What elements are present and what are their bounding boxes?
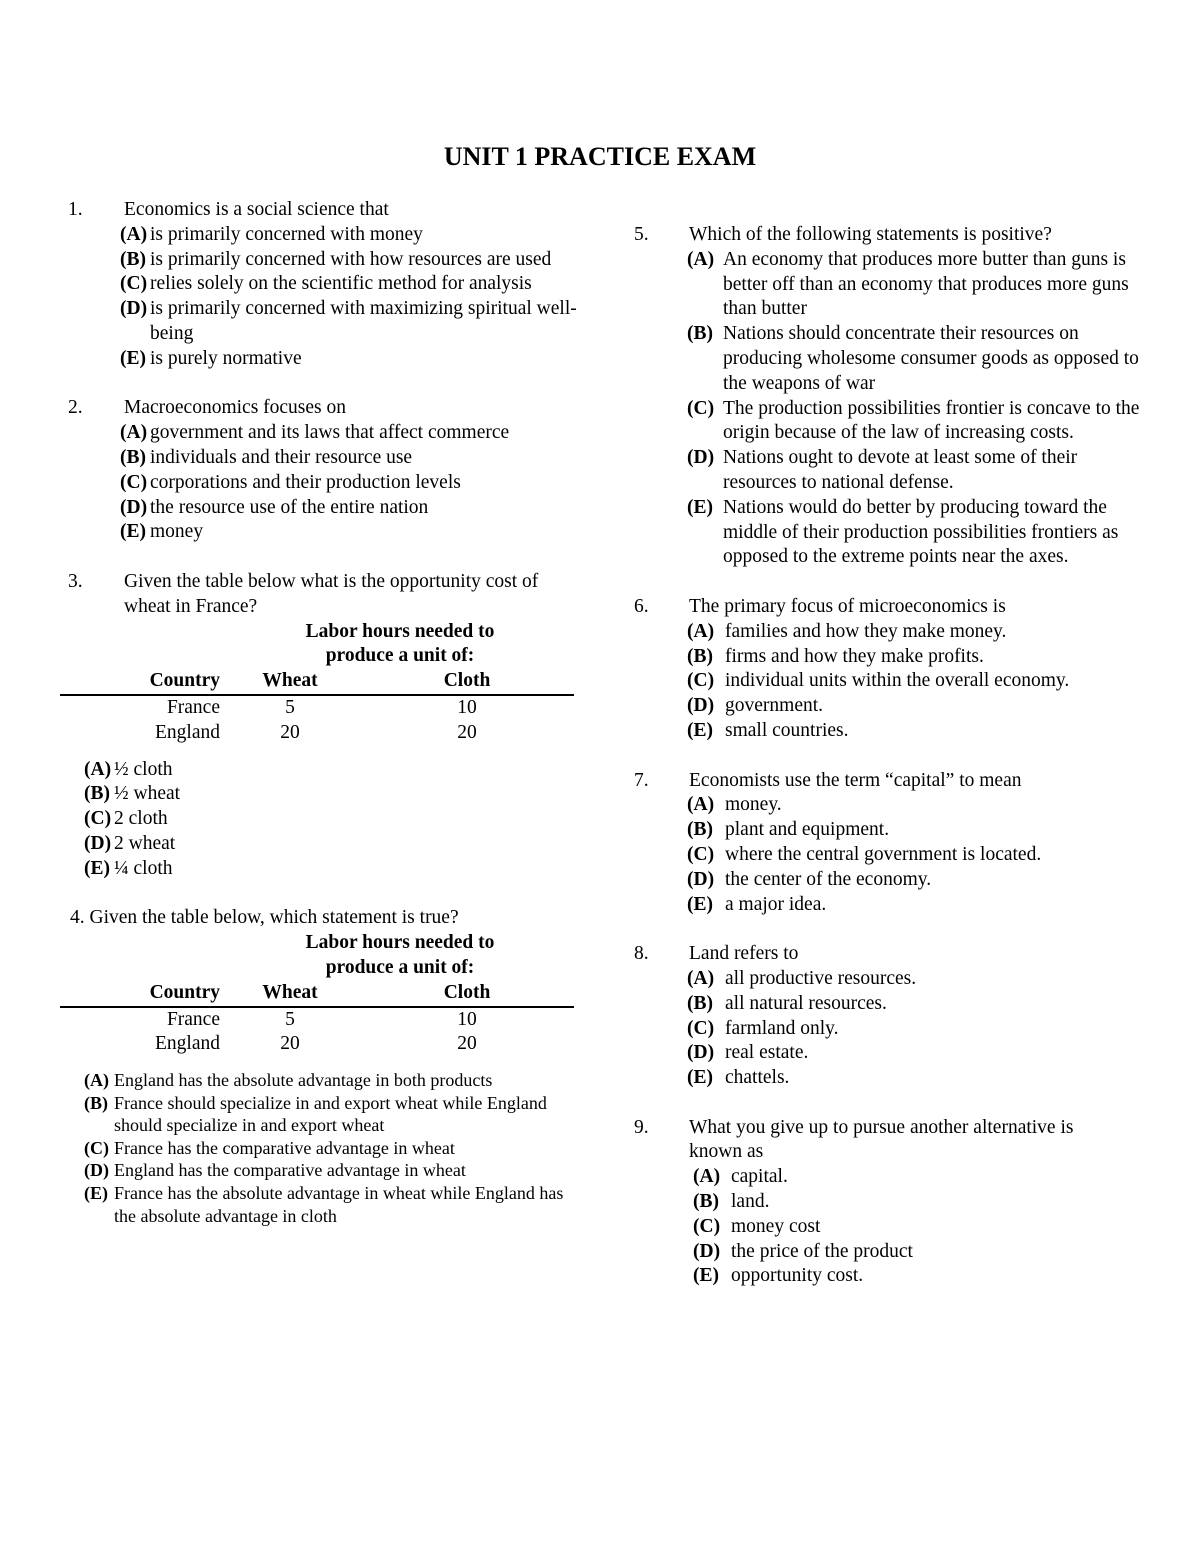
column-header-wheat: Wheat [262,670,318,692]
option-letter: (E) [687,719,713,741]
answer-option[interactable] [86,782,580,807]
option-letter: (D) [687,695,715,717]
option-letter: (B) [687,645,713,667]
answer-option[interactable] [86,1137,580,1160]
question-stem [634,942,1140,967]
table-heading [60,931,580,981]
option-letter: (E) [687,1067,713,1089]
option-letter: (C) [84,808,112,830]
answer-option[interactable] [689,397,1140,447]
question-stem [634,769,1140,794]
question-text: The primary focus of microeconomics is [689,595,1006,617]
table-cell: 20 [280,1033,300,1055]
question-text: Given the table below, which statement is true? [89,907,459,929]
question-stem [60,906,580,931]
table-row [60,695,574,721]
question-number: 6. [634,595,649,617]
answer-option[interactable] [689,868,1140,893]
table-row [60,721,574,746]
answer-option[interactable] [86,1092,580,1137]
answer-option[interactable] [689,645,1140,670]
option-letter: (D) [687,447,715,469]
option-letter: (A) [693,1166,721,1188]
question-number: 8. [634,943,649,965]
answer-option[interactable] [86,1069,580,1092]
option-text: all productive resources. [725,967,917,989]
option-letter: (D) [120,496,148,518]
option-text: where the central government is located. [725,843,1042,865]
answer-option[interactable] [86,1182,580,1227]
answer-option[interactable] [689,446,1140,496]
question-stem [634,1116,1140,1166]
question-6 [634,595,1140,744]
question-number: 3. [68,570,83,592]
option-text: the price of the product [731,1240,913,1262]
option-letter: (B) [120,446,146,468]
left-column [60,198,580,1252]
table-cell: 20 [457,721,477,743]
answer-option[interactable] [689,620,1140,645]
question-text: Economists use the term “capital” to mean [689,769,1022,791]
option-text: corporations and their production levels [150,471,461,493]
answer-option[interactable] [122,248,580,273]
option-letter: (A) [687,620,715,642]
table-cell: 10 [457,696,477,718]
table-cell: 5 [285,1008,295,1030]
option-text: France has the comparative advantage in wheat [114,1137,455,1158]
right-column [634,223,1140,1314]
question-3 [60,570,580,882]
option-letter: (D) [120,298,148,320]
answer-option[interactable] [689,1066,1140,1091]
question-number: 1. [68,199,83,220]
option-text: capital. [731,1166,788,1188]
option-text: all natural resources. [725,992,887,1014]
answer-option[interactable] [695,1264,1140,1289]
table-heading-line: produce a unit of: [325,645,475,667]
question-text: Land refers to [689,943,799,965]
option-letter: (E) [693,1265,719,1287]
option-text: a major idea. [725,893,827,915]
option-text: government. [725,695,824,717]
table-heading-line: Labor hours needed to [305,932,495,954]
answer-option[interactable] [689,818,1140,843]
option-text: France has the absolute advantage in wheat while England has the absolute advantage in cloth [114,1183,564,1226]
answer-option[interactable] [689,322,1140,396]
option-letter: (C) [693,1215,721,1237]
table-cell: France [166,696,220,718]
column-header-country: Country [149,670,220,692]
answer-option[interactable] [689,967,1140,992]
option-text: is primarily concerned with maximizing spiritual well-being [150,298,577,344]
option-letter: (C) [687,843,715,865]
option-letter: (E) [687,893,713,915]
answer-options [634,1165,1140,1289]
option-letter: (B) [687,819,713,841]
option-letter: (D) [693,1240,721,1262]
option-text: plant and equipment. [725,819,890,841]
option-text: individual units within the overall economy. [725,670,1070,692]
option-text: ¼ cloth [114,857,173,879]
answer-options [634,248,1140,570]
question-text: What you give up to pursue another alternative is known as [689,1116,1074,1163]
question-9 [634,1116,1140,1290]
question-stem [634,595,1140,620]
option-letter: (E) [120,521,146,543]
option-text: England has the absolute advantage in both products [114,1070,493,1091]
option-text: France should specialize in and export wheat while England should specialize in and export wheat [114,1092,547,1136]
option-text: opportunity cost. [731,1265,864,1287]
option-letter: (A) [120,422,148,444]
option-letter: (A) [84,758,112,780]
option-text: money [150,521,204,543]
question-text: Given the table below what is the opportunity cost of wheat in France? [124,570,539,617]
option-text: 2 wheat [114,832,176,854]
option-letter: (A) [687,794,715,816]
answer-option[interactable] [86,1159,580,1182]
answer-option[interactable] [689,719,1140,744]
table-row [60,1032,574,1057]
answer-option[interactable] [122,297,580,347]
option-text: small countries. [725,719,849,741]
option-text: relies solely on the scientific method for analysis [150,273,532,295]
option-text: land. [731,1191,770,1213]
question-stem [60,570,580,620]
option-letter: (D) [84,832,112,854]
table-cell: 10 [457,1008,477,1030]
question-7 [634,769,1140,918]
option-letter: (E) [84,1183,108,1204]
option-text: is primarily concerned with money [150,223,423,245]
option-letter: (B) [693,1191,719,1213]
table-row [60,1007,574,1033]
option-letter: (D) [687,868,715,890]
answer-option[interactable] [689,694,1140,719]
answer-option[interactable] [122,520,580,545]
answer-option[interactable] [695,1215,1140,1240]
option-text: the resource use of the entire nation [150,496,429,518]
option-text: money cost [731,1215,821,1237]
option-text: the center of the economy. [725,868,932,890]
answer-option[interactable] [122,446,580,471]
option-letter: (C) [120,471,148,493]
option-letter: (E) [84,857,110,879]
page-title: UNIT 1 PRACTICE EXAM [443,142,757,171]
option-letter: (C) [687,397,715,419]
option-letter: (A) [687,967,715,989]
question-text: Macroeconomics focuses on [124,397,347,419]
labor-hours-table [60,669,574,745]
option-text: money. [725,794,782,816]
option-letter: (A) [84,1070,109,1091]
option-text: Nations should concentrate their resources on producing wholesome consumer goods as opposed to the weapons of war [723,323,1139,394]
question-1 [60,198,580,372]
answer-option[interactable] [122,496,580,521]
labor-hours-table [60,981,574,1057]
answer-option[interactable] [122,471,580,496]
answer-options [634,967,1140,1091]
column-header-wheat: Wheat [262,981,318,1003]
answer-options [634,620,1140,744]
question-4 [60,906,580,1227]
table-cell: England [155,1033,220,1055]
question-5 [634,223,1140,570]
option-text: 2 cloth [114,808,168,830]
answer-option[interactable] [689,843,1140,868]
option-text: ½ wheat [114,783,181,805]
option-letter: (B) [687,323,713,345]
option-text: real estate. [725,1042,809,1064]
option-letter: (B) [120,248,146,270]
option-letter: (D) [84,1160,109,1181]
answer-option[interactable] [86,857,580,882]
question-number: 2. [68,397,83,419]
option-letter: (B) [687,992,713,1014]
option-letter: (A) [120,223,148,245]
option-letter: (E) [687,496,713,518]
option-letter: (B) [84,1092,108,1113]
answer-option[interactable] [695,1190,1140,1215]
answer-option[interactable] [695,1240,1140,1265]
answer-option[interactable] [689,248,1140,322]
question-number: 5. [634,224,649,245]
answer-options [60,223,580,372]
table-cell: 5 [285,696,295,718]
answer-option[interactable] [86,832,580,857]
answer-option[interactable] [122,421,580,446]
table-cell: 20 [457,1033,477,1055]
question-text: Which of the following statements is positive? [689,224,1052,245]
table-heading-line: Labor hours needed to [305,620,495,642]
table-heading [60,620,580,670]
option-text: The production possibilities frontier is concave to the origin because of the law of increasing costs. [723,397,1140,444]
answer-option[interactable] [86,807,580,832]
answer-option[interactable] [122,347,580,372]
answer-options [60,421,580,545]
question-8 [634,942,1140,1091]
option-text: government and its laws that affect commerce [150,422,510,444]
option-text: England has the comparative advantage in wheat [114,1160,466,1181]
answer-option[interactable] [695,1165,1140,1190]
option-text: is purely normative [150,347,302,369]
table-heading-line: produce a unit of: [325,956,475,978]
answer-option[interactable] [689,893,1140,918]
answer-option[interactable] [122,223,580,248]
answer-option[interactable] [689,496,1140,570]
answer-option[interactable] [689,669,1140,694]
option-text: Nations would do better by producing toward the middle of their production possibilities frontiers as opposed to the extreme points near the axes. [723,496,1119,568]
question-number: 7. [634,769,649,791]
answer-option[interactable] [689,793,1140,818]
option-letter: (B) [84,783,110,805]
answer-options [60,1069,580,1227]
option-letter: (C) [687,670,715,692]
column-header-cloth: Cloth [443,981,491,1003]
option-letter: (E) [120,347,146,369]
option-letter: (C) [687,1017,715,1039]
table-cell: France [166,1008,220,1030]
question-stem [60,198,580,223]
question-2 [60,396,580,545]
option-letter: (A) [687,248,715,270]
option-letter: (C) [84,1137,109,1158]
answer-option[interactable] [689,992,1140,1017]
answer-option[interactable] [689,1017,1140,1042]
question-text: Economics is a social science that [124,199,389,220]
option-text: is primarily concerned with how resources are used [150,248,552,270]
answer-option[interactable] [86,758,580,783]
option-text: Nations ought to devote at least some of their resources to national defense. [723,447,1078,493]
column-header-cloth: Cloth [443,670,491,692]
question-number: 9. [634,1116,649,1138]
table-cell: England [155,721,220,743]
answer-options [60,758,580,882]
column-header-country: Country [149,981,220,1003]
option-text: families and how they make money. [725,620,1007,642]
option-text: ½ cloth [114,758,173,780]
table-cell: 20 [280,721,300,743]
option-text: firms and how they make profits. [725,645,984,667]
option-letter: (C) [120,273,148,295]
option-letter: (D) [687,1042,715,1064]
question-stem [60,396,580,421]
question-number: 4. [70,907,85,929]
option-text: farmland only. [725,1017,839,1039]
question-stem [634,223,1140,248]
answer-options [634,793,1140,917]
answer-option[interactable] [122,272,580,297]
option-text: An economy that produces more butter than guns is better off than an economy that produces more guns than butter [723,248,1129,320]
option-text: chattels. [725,1067,790,1089]
option-text: individuals and their resource use [150,446,413,468]
answer-option[interactable] [689,1041,1140,1066]
